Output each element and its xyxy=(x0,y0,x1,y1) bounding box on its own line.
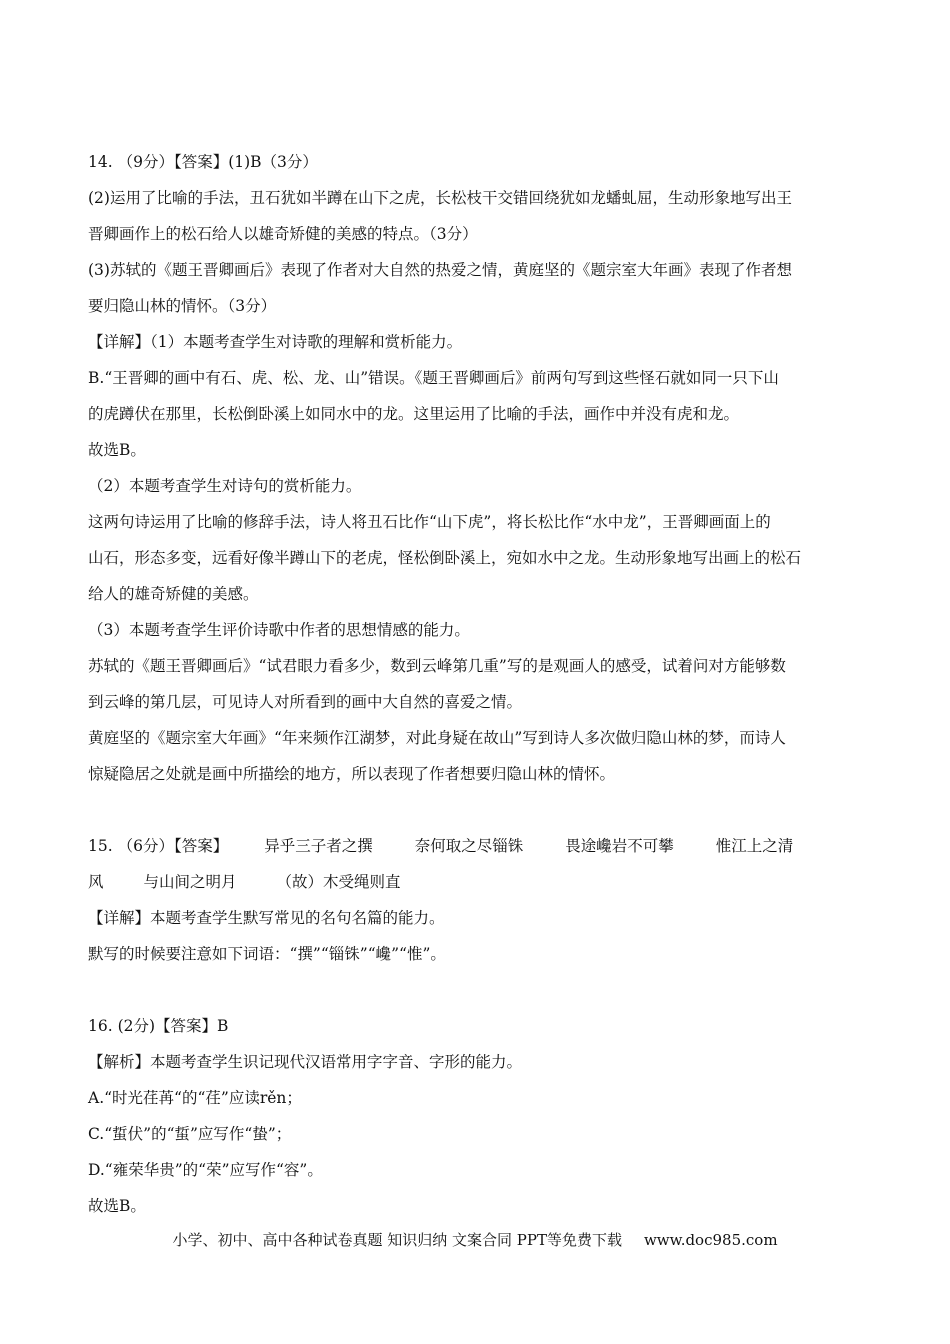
q14-detail-3-line2: 到云峰的第几层，可见诗人对所看到的画中大自然的喜爱之情。 xyxy=(88,693,523,711)
question-14 xyxy=(88,144,868,792)
q15-answer-5: 与山间之明月 xyxy=(143,873,237,891)
q14-detail-1-line3: 故选B。 xyxy=(88,441,146,459)
q14-detail-3-title: （3）本题考查学生评价诗歌中作者的思想情感的能力。 xyxy=(88,621,470,639)
q14-answer-head: 14. （9分）【答案】(1)B（3分） xyxy=(88,153,318,171)
q16-option-d: D.“雍荣华贵”的“荣”应写作“容”。 xyxy=(88,1161,323,1179)
q15-answer-2: 奈何取之尽锱铢 xyxy=(414,837,524,855)
q15-answer-4-part2: 风 xyxy=(88,873,104,891)
q15-answer-4-part1: 惟江上之清 xyxy=(715,837,794,855)
q16-option-a: A.“时光荏苒“的“荏”应读rěn； xyxy=(88,1089,302,1107)
spacer xyxy=(88,792,868,828)
q16-option-c: C.“蜇伏”的“蜇”应写作“蛰”； xyxy=(88,1125,292,1143)
q15-answer-3: 畏途巉岩不可攀 xyxy=(565,837,674,855)
q16-analysis: 【解析】本题考查学生识记现代汉语常用字字音、字形的能力。 xyxy=(88,1053,523,1071)
footer-site-link[interactable]: www.doc985.com xyxy=(643,1231,778,1249)
q14-detail-2-line1: 这两句诗运用了比喻的修辞手法，诗人将丑石比作“山下虎”，将长松比作“水中龙”，王晋卿画面上的 xyxy=(88,513,771,531)
spacer xyxy=(88,972,868,1008)
q14-detail-title: 【详解】（1）本题考查学生对诗歌的理解和赏析能力。 xyxy=(88,333,463,351)
q14-answer-3-line1: (3)苏轼的《题王晋卿画后》表现了作者对大自然的热爱之情，黄庭坚的《题宗室大年画》表现了作者想 xyxy=(88,261,792,279)
q14-detail-1-line2: 的虎蹲伏在那里，长松倒卧溪上如同水中的龙。这里运用了比喻的手法，画作中并没有虎和龙。 xyxy=(88,405,740,423)
q16-answer-head: 16. (2分)【答案】B xyxy=(88,1017,229,1035)
q14-detail-2-title: （2）本题考查学生对诗句的赏析能力。 xyxy=(88,477,362,495)
question-16 xyxy=(88,1008,868,1224)
q15-detail: 【详解】本题考查学生默写常见的名句名篇的能力。 xyxy=(88,909,445,927)
q14-detail-1-line1: B.“王晋卿的画中有石、虎、松、龙、山”错误。《题王晋卿画后》前两句写到这些怪石就如同一只下山 xyxy=(88,369,779,387)
q14-detail-3-line3: 黄庭坚的《题宗室大年画》“年来频作江湖梦，对此身疑在故山”写到诗人多次做归隐山林的梦，而诗人 xyxy=(88,729,786,747)
q14-detail-2-line3: 给人的雄奇矫健的美感。 xyxy=(88,585,259,603)
footer-text: 小学、初中、高中各种试卷真题 知识归纳 文案合同 PPT等免费下载 xyxy=(172,1231,622,1249)
q14-answer-2-line2: 晋卿画作上的松石给人以雄奇矫健的美感的特点。（3分） xyxy=(88,225,478,243)
q16-conclusion: 故选B。 xyxy=(88,1197,146,1215)
q15-answers xyxy=(88,828,868,900)
q14-answer-2-line1: (2)运用了比喻的手法，丑石犹如半蹲在山下之虎，长松枝干交错回绕犹如龙蟠虬屈，生动形象地写出王 xyxy=(88,189,792,207)
q14-detail-3-line4: 惊疑隐居之处就是画中所描绘的地方，所以表现了作者想要归隐山林的情怀。 xyxy=(88,765,616,783)
q15-answer-head: 15. （6分）【答案】 xyxy=(88,837,229,855)
page-content xyxy=(88,144,868,1224)
q14-answer-3-line2: 要归隐山林的情怀。（3分） xyxy=(88,297,277,315)
q14-detail-3-line1: 苏轼的《题王晋卿画后》“试君眼力看多少，数到云峰第几重”写的是观画人的感受，试着问对方能够数 xyxy=(88,657,786,675)
q14-detail-2-line2: 山石，形态多变，远看好像半蹲山下的老虎，怪松倒卧溪上，宛如水中之龙。生动形象地写出画上的松石 xyxy=(88,549,802,567)
q15-answer-1: 异乎三子者之撰 xyxy=(264,837,373,855)
q15-answer-6: （故）木受绳则直 xyxy=(276,873,401,891)
question-15 xyxy=(88,828,868,972)
page-footer xyxy=(0,1228,950,1252)
q15-note: 默写的时候要注意如下词语：“撰”“锱铢”“巉”“惟”。 xyxy=(88,945,446,963)
